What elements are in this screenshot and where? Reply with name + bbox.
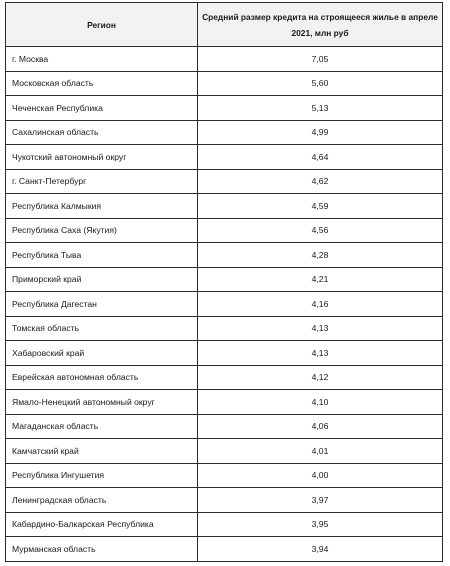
region-cell: Томская область (6, 316, 198, 341)
region-cell: Приморский край (6, 267, 198, 292)
credit-value-cell: 4,10 (198, 390, 443, 415)
credit-value-cell: 4,56 (198, 218, 443, 243)
credit-value-cell: 4,00 (198, 463, 443, 488)
table-row (6, 512, 443, 537)
table-row (6, 218, 443, 243)
header-average-credit: Средний размер кредита на строящееся жилье в апреле 2021, млн руб (198, 3, 443, 47)
region-credit-table-container (5, 2, 442, 562)
credit-value-cell: 4,16 (198, 292, 443, 317)
region-cell: Хабаровский край (6, 341, 198, 366)
credit-value-cell: 4,06 (198, 414, 443, 439)
table-row (6, 292, 443, 317)
region-credit-table (5, 2, 443, 562)
region-cell: Ленинградская область (6, 488, 198, 513)
credit-value-cell: 4,13 (198, 316, 443, 341)
table-row (6, 390, 443, 415)
credit-value-cell: 3,97 (198, 488, 443, 513)
region-cell: Кабардино-Балкарская Республика (6, 512, 198, 537)
region-cell: Республика Дагестан (6, 292, 198, 317)
credit-value-cell: 4,12 (198, 365, 443, 390)
table-row (6, 414, 443, 439)
table-row (6, 194, 443, 219)
table-row (6, 169, 443, 194)
table-row (6, 243, 443, 268)
table-row (6, 463, 443, 488)
table-row (6, 439, 443, 464)
region-cell: Магаданская область (6, 414, 198, 439)
credit-value-cell: 4,59 (198, 194, 443, 219)
table-body (6, 47, 443, 562)
region-cell: Республика Саха (Якутия) (6, 218, 198, 243)
region-cell: Камчатский край (6, 439, 198, 464)
credit-value-cell: 4,64 (198, 145, 443, 170)
credit-value-cell: 4,28 (198, 243, 443, 268)
table-row (6, 365, 443, 390)
region-cell: Республика Ингушетия (6, 463, 198, 488)
credit-value-cell: 4,01 (198, 439, 443, 464)
region-cell: Чеченская Республика (6, 96, 198, 121)
region-cell: г. Москва (6, 47, 198, 72)
credit-value-cell: 4,99 (198, 120, 443, 145)
region-cell: Республика Тыва (6, 243, 198, 268)
table-row (6, 120, 443, 145)
header-region: Регион (6, 3, 198, 47)
table-row (6, 47, 443, 72)
region-cell: Мурманская область (6, 537, 198, 562)
table-row (6, 267, 443, 292)
credit-value-cell: 4,13 (198, 341, 443, 366)
credit-value-cell: 4,21 (198, 267, 443, 292)
table-header-row (6, 3, 443, 47)
credit-value-cell: 4,62 (198, 169, 443, 194)
region-cell: Ямало-Ненецкий автономный округ (6, 390, 198, 415)
region-cell: г. Санкт-Петербург (6, 169, 198, 194)
region-cell: Чукотский автономный округ (6, 145, 198, 170)
table-row (6, 537, 443, 562)
table-row (6, 71, 443, 96)
region-cell: Еврейская автономная область (6, 365, 198, 390)
region-cell: Московская область (6, 71, 198, 96)
credit-value-cell: 5,13 (198, 96, 443, 121)
credit-value-cell: 7,05 (198, 47, 443, 72)
credit-value-cell: 5,60 (198, 71, 443, 96)
table-row (6, 316, 443, 341)
table-row (6, 341, 443, 366)
table-row (6, 488, 443, 513)
credit-value-cell: 3,94 (198, 537, 443, 562)
table-row (6, 145, 443, 170)
region-cell: Республика Калмыкия (6, 194, 198, 219)
region-cell: Сахалинская область (6, 120, 198, 145)
table-row (6, 96, 443, 121)
credit-value-cell: 3,95 (198, 512, 443, 537)
